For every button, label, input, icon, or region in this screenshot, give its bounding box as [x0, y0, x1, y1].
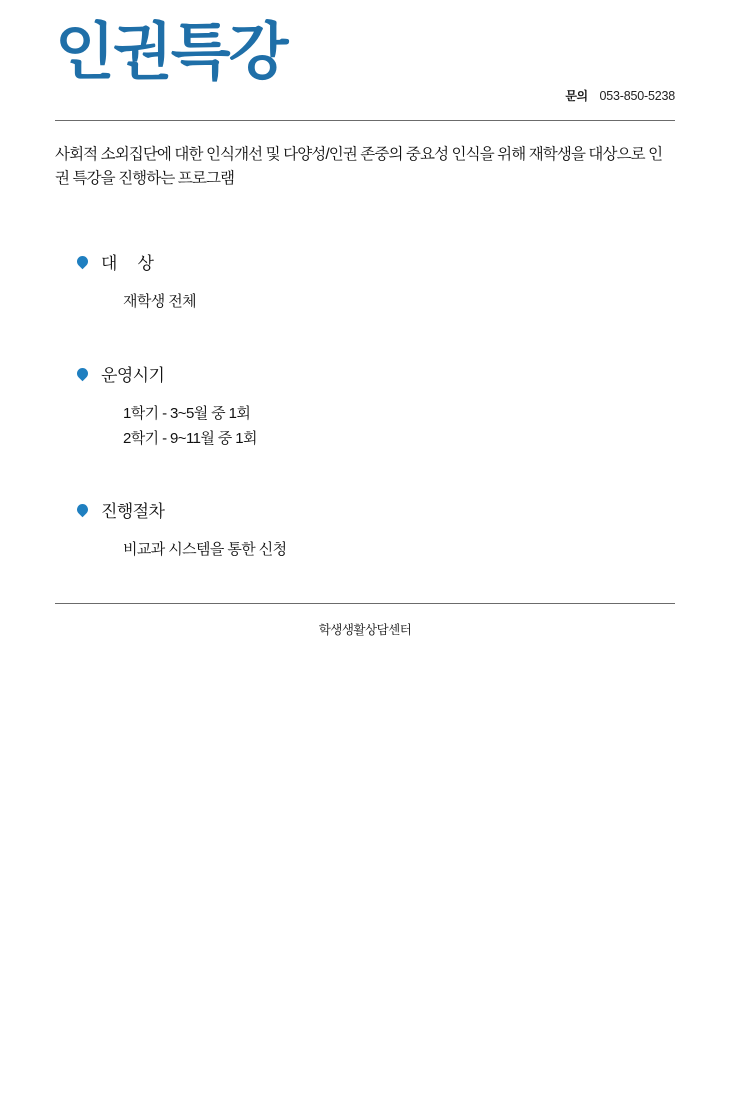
- header-divider: [55, 120, 675, 121]
- footer-divider: [55, 603, 675, 604]
- bullet-icon: [77, 504, 88, 515]
- program-description: 사회적 소외집단에 대한 인식개선 및 다양성/인권 존중의 중요성 인식을 위해 재학생을 대상으로 인권 특강을 진행하는 프로그램: [55, 146, 663, 188]
- document-footer: [55, 603, 675, 638]
- section-list: [55, 249, 675, 563]
- section-title: 대 상: [101, 254, 154, 274]
- section-schedule: [55, 361, 675, 452]
- document-header: [55, 0, 675, 120]
- section-body: [123, 402, 675, 452]
- contact-phone-number: 053-850-5238: [599, 89, 675, 103]
- footer-organization: 학생생활상담센터: [318, 623, 412, 638]
- bullet-icon: [77, 256, 88, 267]
- section-line: 비교과 시스템을 통한 신청: [123, 541, 287, 559]
- section-line: 2학기 - 9~11월 중 1회: [123, 429, 257, 447]
- section-heading: [55, 249, 675, 274]
- section-procedure: [55, 497, 675, 563]
- contact-info: [565, 87, 675, 104]
- section-title: 진행절차: [101, 502, 165, 522]
- bullet-icon: [77, 368, 88, 379]
- section-heading: [55, 497, 675, 522]
- page-title: 인권특강: [55, 18, 287, 87]
- section-body: [123, 538, 675, 563]
- section-line: 1학기 - 3~5월 중 1회: [123, 404, 251, 422]
- section-target: [55, 249, 675, 315]
- contact-label: 문의: [565, 89, 588, 103]
- section-heading: [55, 361, 675, 386]
- section-title: 운영시기: [101, 365, 165, 385]
- section-line: 재학생 전체: [123, 293, 197, 311]
- section-body: [123, 290, 675, 315]
